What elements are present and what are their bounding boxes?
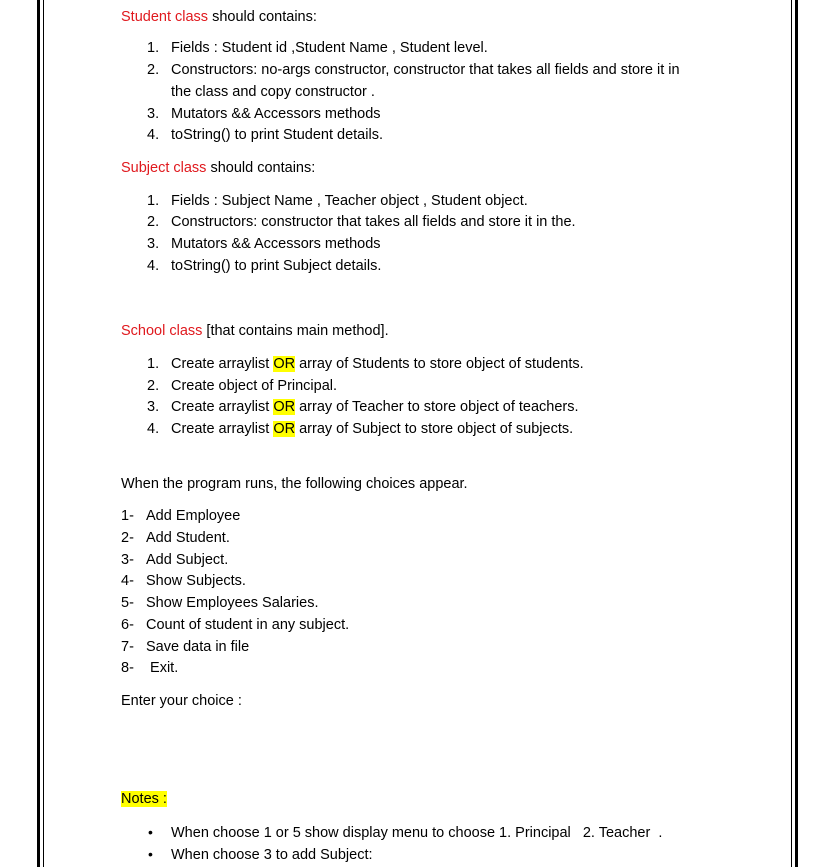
highlight-or: OR (273, 399, 296, 415)
page-border-left-thick (37, 0, 40, 867)
program-intro: When the program runs, the following choices appear. (121, 476, 468, 492)
list-item: 1. Create arraylist OR array of Students to store object of students. (147, 356, 584, 372)
choice-prompt: Enter your choice : (121, 693, 242, 709)
note-item: When choose 3 to add Subject: (171, 847, 373, 863)
list-item: 1. Fields : Student id ,Student Name , Student level. (147, 40, 488, 56)
list-item: 2. Create object of Principal. (147, 378, 338, 394)
menu-item: 5- Show Employees Salaries. (121, 595, 319, 611)
page-border-right-thin (791, 0, 792, 867)
menu-item: 2- Add Student. (121, 530, 230, 546)
menu-item: 1- Add Employee (121, 508, 241, 524)
list-item: 4. toString() to print Student details. (147, 127, 383, 143)
list-item: 3. Mutators && Accessors methods (147, 106, 381, 122)
highlight-or: OR (273, 421, 296, 437)
school-class-heading: School class [that contains main method]. (121, 323, 389, 339)
list-item-continuation: the class and copy constructor . (171, 84, 375, 100)
bullet-icon: • (148, 824, 153, 840)
list-item: 2. Constructors: no-args constructor, constructor that takes all fields and store it in (147, 62, 680, 78)
page-border-left-thin (43, 0, 44, 867)
page-border-right-thick (795, 0, 798, 867)
menu-item: 6- Count of student in any subject. (121, 617, 350, 633)
subject-class-heading: Subject class should contains: (121, 160, 316, 176)
list-item: 3. Mutators && Accessors methods (147, 236, 381, 252)
menu-item: 4- Show Subjects. (121, 573, 246, 589)
list-item: 2. Constructors: constructor that takes all fields and store it in the. (147, 214, 576, 230)
highlight-or: OR (273, 356, 296, 372)
list-item: 4. toString() to print Subject details. (147, 258, 382, 274)
list-item: 1. Fields : Subject Name , Teacher object , Student object. (147, 193, 528, 209)
list-item: 4. Create arraylist OR array of Subject to store object of subjects. (147, 421, 574, 437)
menu-item: 7- Save data in file (121, 639, 250, 655)
menu-item: 8- Exit. (121, 660, 179, 676)
notes-label: Notes : (121, 791, 167, 807)
student-class-heading: Student class should contains: (121, 9, 317, 25)
subject-class-name: Subject class (121, 160, 207, 176)
menu-item: 3- Add Subject. (121, 552, 229, 568)
bullet-icon: • (148, 846, 153, 862)
note-item: When choose 1 or 5 show display menu to choose 1. Principal 2. Teacher . (171, 825, 663, 841)
student-class-name: Student class (121, 9, 209, 25)
list-item: 3. Create arraylist OR array of Teacher to store object of teachers. (147, 399, 579, 415)
school-class-name: School class (121, 323, 203, 339)
